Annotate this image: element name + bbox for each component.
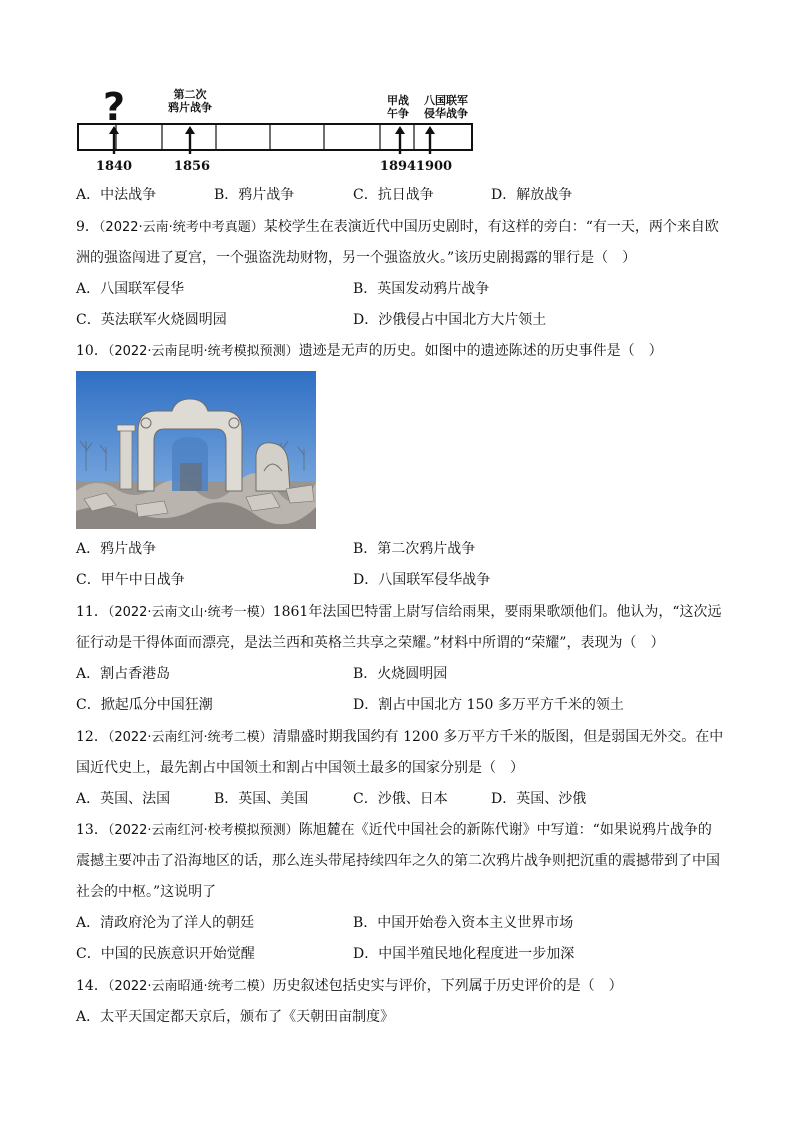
question-source: （2022·云南昭通·统考二模） — [107, 979, 273, 994]
q13-option-c[interactable]: C．中国的民族意识开始觉醒 — [76, 946, 255, 962]
q11-option-b[interactable]: B．火烧圆明园 — [353, 666, 448, 682]
ruins-photo — [76, 371, 316, 529]
timeline-year-1856: 1856 — [173, 159, 211, 174]
q10-stem-line1: 10．（2022·云南昆明·统考模拟预测）遗迹是无声的历史。如图中的遗迹陈述的历史事件是（ ） — [76, 343, 663, 359]
timeline-year-1840: 1840 — [95, 159, 133, 174]
q14-option-a[interactable]: A．太平天国定都天京后，颁布了《天朝田亩制度》 — [76, 1009, 395, 1025]
q9-option-c[interactable]: C．英法联军火烧圆明园 — [76, 312, 227, 328]
q12-option-b[interactable]: B．英国、美国 — [214, 791, 309, 807]
timeline-label-1-line2: 鸦片战争 — [168, 101, 212, 114]
q8-option-d[interactable]: D．解放战争 — [491, 187, 573, 203]
q12-stem-line2: 国近代史上，最先割占中国领土和割占中国领土最多的国家分别是（ ） — [76, 760, 524, 776]
unknown-event-mark: ? — [102, 85, 126, 129]
q11-option-d[interactable]: D．割占中国北方 150 多万平方千米的领土 — [353, 697, 624, 713]
q9-option-d[interactable]: D．沙俄侵占中国北方大片领土 — [353, 312, 547, 328]
question-number: 12． — [76, 729, 108, 745]
timeline-year-1894: 1894 — [379, 159, 417, 174]
timeline-label-1-line1: 第二次 — [173, 88, 207, 101]
q13-stem-line1: 13．（2022·云南红河·校考模拟预测）陈旭麓在《近代中国社会的新陈代谢》中写道：“如果说鸦片战争的 — [76, 822, 712, 838]
question-source: （2022·云南文山·统考一模） — [107, 605, 273, 620]
q11-option-c[interactable]: C．掀起瓜分中国狂潮 — [76, 697, 213, 713]
q8-option-b[interactable]: B．鸦片战争 — [214, 187, 295, 203]
q13-stem-line3: 社会的中枢。”这说明了 — [76, 884, 217, 900]
q9-option-b[interactable]: B．英国发动鸦片战争 — [353, 281, 490, 297]
q10-option-a[interactable]: A．鸦片战争 — [76, 541, 157, 557]
q11-stem-line2: 征行动是干得体面而漂亮，是法兰西和英格兰共享之荣耀。”材料中所谓的“荣耀”，表现为（ ） — [76, 635, 665, 651]
question-source: （2022·云南·统考中考真题） — [98, 220, 264, 235]
q9-stem-line2: 洲的强盗闯进了夏宫，一个强盗洗劫财物，另一个强盗放火。”该历史剧揭露的罪行是（ ） — [76, 250, 637, 266]
question-source: （2022·云南红河·校考模拟预测） — [107, 823, 299, 838]
q12-stem-line1: 12．（2022·云南红河·统考二模）清鼎盛时期我国约有 1200 多万平方千米的版图，但是弱国无外交。在中 — [76, 729, 724, 745]
timeline-label-2-line1: 甲战 — [387, 94, 409, 107]
q9-option-a[interactable]: A．八国联军侵华 — [76, 281, 185, 297]
q10-option-c[interactable]: C．甲午中日战争 — [76, 572, 185, 588]
question-number: 14． — [76, 978, 108, 994]
timeline-bar — [78, 124, 472, 150]
question-number: 9． — [76, 219, 99, 235]
q8-option-a[interactable]: A．中法战争 — [76, 187, 157, 203]
q12-option-c[interactable]: C．沙俄、日本 — [353, 791, 448, 807]
q14-stem-line1: 14．（2022·云南昭通·统考二模）历史叙述包括史实与评价，下列属于历史评价的是（ ） — [76, 978, 623, 994]
q11-stem-line1: 11．（2022·云南文山·统考一模）1861年法国巴特雷上尉写信给雨果，要雨果歌颂他们。他认为，“这次远 — [76, 604, 722, 620]
q12-option-a[interactable]: A．英国、法国 — [76, 791, 171, 807]
q13-option-d[interactable]: D．中国半殖民地化程度进一步加深 — [353, 946, 575, 962]
q10-option-b[interactable]: B．第二次鸦片战争 — [353, 541, 476, 557]
q12-option-d[interactable]: D．英国、沙俄 — [491, 791, 587, 807]
timeline-label-2-line2: 午争 — [387, 107, 409, 120]
timeline-year-1900: 1900 — [415, 159, 453, 174]
question-number: 10． — [76, 343, 108, 359]
q13-stem-line2: 震撼主要冲击了沿海地区的话，那么连头带尾持续四年之久的第二次鸦片战争则把沉重的震撼带到了中国 — [76, 853, 720, 869]
question-number: 13． — [76, 822, 108, 838]
question-number: 11． — [76, 604, 108, 620]
q9-stem-line1: 9．（2022·云南·统考中考真题）某校学生在表演近代中国历史剧时，有这样的旁白：“有一天，两个来自欧 — [76, 219, 719, 235]
timeline-figure — [76, 80, 476, 180]
timeline-label-3-line1: 八国联军 — [424, 94, 468, 107]
q8-option-c[interactable]: C．抗日战争 — [353, 187, 434, 203]
question-source: （2022·云南昆明·统考模拟预测） — [107, 344, 299, 359]
q13-option-a[interactable]: A．清政府沦为了洋人的朝廷 — [76, 915, 255, 931]
timeline-label-3-line2: 侵华战争 — [424, 107, 468, 120]
q13-option-b[interactable]: B．中国开始卷入资本主义世界市场 — [353, 915, 574, 931]
q10-option-d[interactable]: D．八国联军侵华战争 — [353, 572, 491, 588]
q11-option-a[interactable]: A．割占香港岛 — [76, 666, 171, 682]
question-source: （2022·云南红河·统考二模） — [107, 730, 273, 745]
